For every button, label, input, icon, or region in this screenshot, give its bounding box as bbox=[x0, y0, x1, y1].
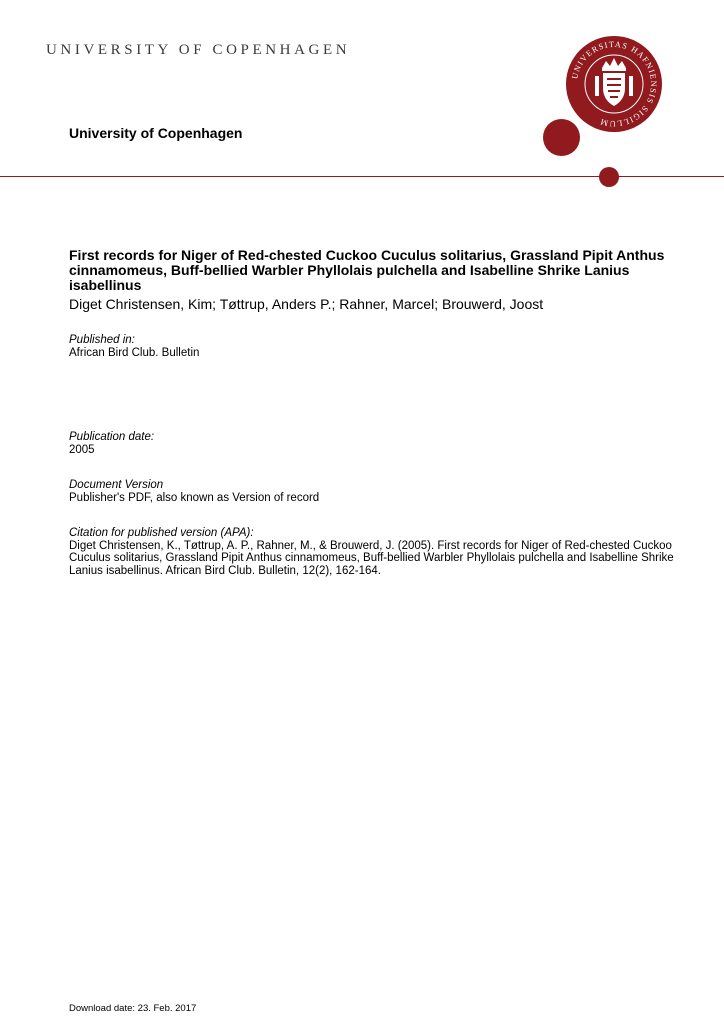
authors: Diget Christensen, Kim; Tøttrup, Anders P.; Rahner, Marcel; Brouwerd, Joost bbox=[69, 296, 544, 312]
decorative-dot-small bbox=[599, 167, 619, 187]
document-version-label: Document Version bbox=[69, 479, 164, 491]
published-in-label: Published in: bbox=[69, 334, 135, 346]
published-in-block bbox=[69, 334, 199, 359]
seal-text: UNIVERSITAS HAFNIENSIS SIGILLUM bbox=[570, 39, 659, 129]
institution-name: University of Copenhagen bbox=[69, 125, 243, 141]
document-version-block bbox=[69, 479, 319, 504]
publication-date-block bbox=[69, 431, 154, 456]
decorative-dot-large bbox=[543, 119, 580, 156]
document-title: First records for Niger of Red-chested Cuckoo Cuculus solitarius, Grassland Pipit Anthus cinnamomeus, Buff-bellied Warbler Phyllolais pulchella and Isabelline Shrike Lanius isabellinus bbox=[69, 247, 665, 293]
citation-block bbox=[69, 527, 679, 577]
citation-text: Diget Christensen, K., Tøttrup, A. P., Rahner, M., & Brouwerd, J. (2005). First records for Niger of Red-chested Cuckoo Cuculus solitarius, Grassland Pipit Anthus cinnamomeus, Buff-bellied Warbler Phyllolais pulchella and Isabelline Shrike Lanius isabellinus. African Bird Club. Bulletin, 12(2), 162-164. bbox=[69, 539, 674, 577]
published-in-value: African Bird Club. Bulletin bbox=[69, 346, 200, 359]
university-seal bbox=[566, 36, 662, 132]
document-version-value: Publisher's PDF, also known as Version of record bbox=[69, 491, 320, 504]
publication-date-label: Publication date: bbox=[69, 431, 155, 443]
university-wordmark: UNIVERSITY OF COPENHAGEN bbox=[46, 42, 351, 58]
download-date: Download date: 23. Feb. 2017 bbox=[69, 1003, 197, 1014]
publication-date-value: 2005 bbox=[69, 443, 95, 456]
citation-label: Citation for published version (APA): bbox=[69, 527, 254, 539]
